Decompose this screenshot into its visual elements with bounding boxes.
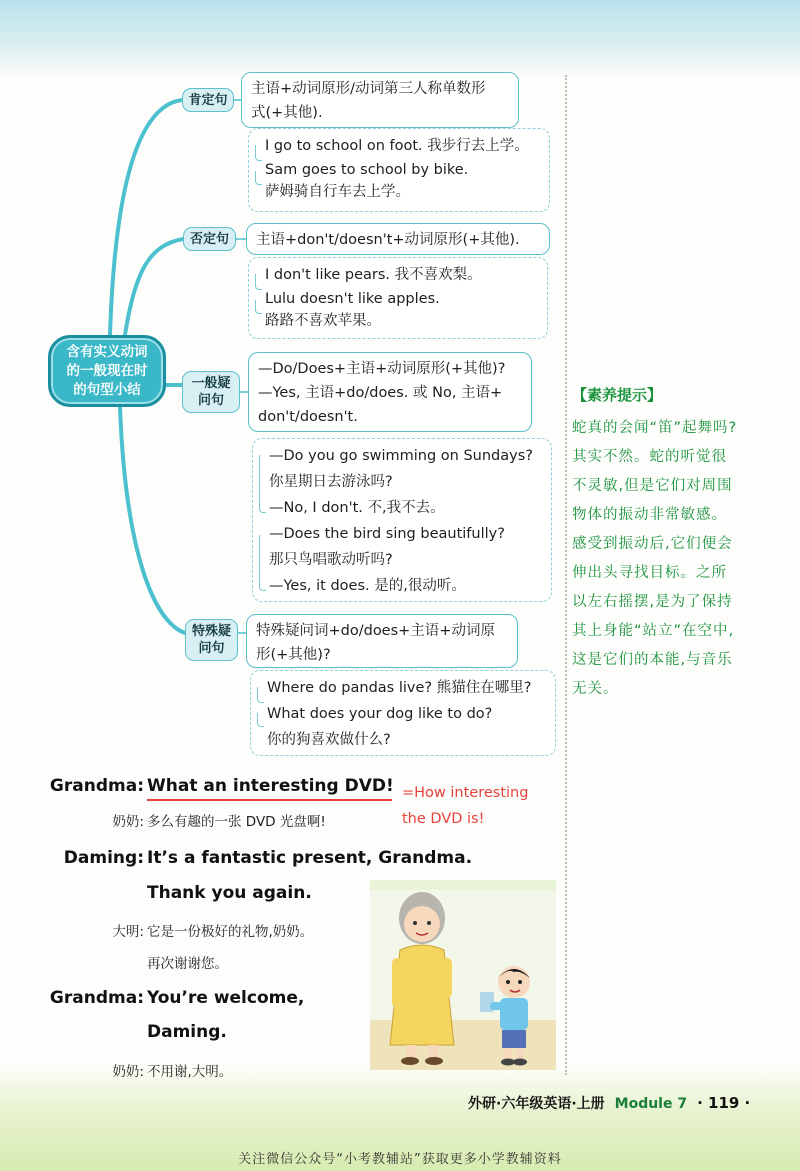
tag-negative: 否定句 [183, 227, 236, 251]
example-line: —Does the bird sing beautifully? [269, 526, 505, 542]
example-line: 路路不喜欢苹果。 [265, 313, 381, 329]
example-line: 那只鸟唱歌动听吗? [269, 552, 393, 568]
dialogue-chinese-line: 再次谢谢您。 [147, 956, 228, 972]
dialogue-english-line: Daming. [147, 1022, 227, 1042]
speaker-grandma: Grandma: [49, 776, 144, 796]
example-line: I go to school on foot. 我步行去上学。 [265, 138, 529, 154]
annotation-line: the DVD is! [402, 811, 485, 827]
mindmap-center-node: 含有实义动词的一般现在时的句型小结 [48, 335, 166, 407]
example-box-yes-no-question [252, 438, 552, 602]
example-line: Sam goes to school by bike. [265, 162, 469, 178]
dialogue-chinese-line: 不用谢,大明。 [147, 1064, 233, 1080]
book-title: 外研·六年级英语·上册 [468, 1096, 605, 1112]
rule-line: 式(+其他). [251, 105, 323, 121]
dialogue-english-line: What an interesting DVD! [147, 776, 394, 796]
rule-line: 特殊疑问词+do/does+主语+动词原 [256, 623, 495, 639]
example-line: I don't like pears. 我不喜欢梨。 [265, 267, 482, 283]
annotation-line: =How interesting [402, 785, 529, 801]
example-line: Where do pandas live? 熊猫住在哪里? [267, 680, 532, 696]
speaker-zh: 奶奶: [112, 814, 144, 830]
example-box-affirmative [248, 128, 550, 212]
example-line: Lulu doesn't like apples. [265, 291, 440, 307]
dialogue-english-line: Thank you again. [147, 883, 312, 903]
rule-line: don't/doesn't. [258, 409, 358, 425]
dialogue-english-line: You’re welcome, [147, 988, 305, 1008]
highlight-underline [147, 799, 392, 801]
rule-line: 主语+动词原形/动词第三人称单数形 [251, 81, 486, 97]
dialogue-chinese-line: 多么有趣的一张 DVD 光盘啊! [147, 814, 326, 830]
tip-title: 【素养提示】 [572, 386, 663, 404]
rule-line: 主语+don't/doesn't+动词原形(+其他). [256, 232, 520, 248]
example-box-wh-question [250, 670, 556, 756]
tag-yes-no-question: 一般疑问句 [182, 371, 240, 413]
rule-box-affirmative [241, 72, 519, 128]
rule-line: 形(+其他)? [256, 647, 331, 663]
example-line: What does your dog like to do? [267, 706, 493, 722]
tip-body: 蛇真的会闻“笛”起舞吗?其实不然。蛇的听觉很不灵敏,但是它们对周围物体的振动非常敏感。感受到振动后,它们便会伸出头寻找目标。之所以左右摇摆,是为了保持其上身能“站立”在空中,这是它们的本能,与音乐无关。 [572, 420, 738, 697]
example-line: 萨姆骑自行车去上学。 [265, 184, 410, 200]
example-box-negative [248, 257, 548, 339]
example-line: —Do you go swimming on Sundays? [269, 448, 533, 464]
tag-wh-question: 特殊疑问句 [185, 619, 238, 661]
example-line: 你的狗喜欢做什么? [267, 732, 391, 748]
page-number: · 119 · [697, 1094, 751, 1112]
example-line: 你星期日去游泳吗? [269, 474, 393, 490]
example-line: —Yes, it does. 是的,很动听。 [269, 578, 466, 594]
speaker-zh: 奶奶: [112, 1064, 144, 1080]
watermark-text: 关注微信公众号“小考教辅站”获取更多小学教辅资料 [238, 1152, 562, 1167]
dialogue-english-line: It’s a fantastic present, Grandma. [147, 848, 473, 868]
rule-line: —Yes, 主语+do/does. 或 No, 主语+ [258, 385, 503, 401]
module-label: Module 7 [614, 1096, 688, 1112]
rule-box-negative [246, 223, 550, 255]
grandma-and-daming-illustration [370, 880, 556, 1070]
rule-box-wh-question [246, 614, 518, 668]
dialogue-chinese-line: 它是一份极好的礼物,奶奶。 [147, 924, 314, 940]
example-line: —No, I don't. 不,我不去。 [269, 500, 445, 516]
rule-line: —Do/Does+主语+动词原形(+其他)? [258, 361, 506, 377]
rule-box-yes-no-question [248, 352, 532, 432]
speaker-grandma: Grandma: [49, 988, 144, 1008]
tag-affirmative: 肯定句 [182, 88, 234, 112]
speaker-zh: 大明: [112, 924, 144, 940]
speaker-daming: Daming: [63, 848, 144, 868]
page-footer [468, 1093, 750, 1113]
